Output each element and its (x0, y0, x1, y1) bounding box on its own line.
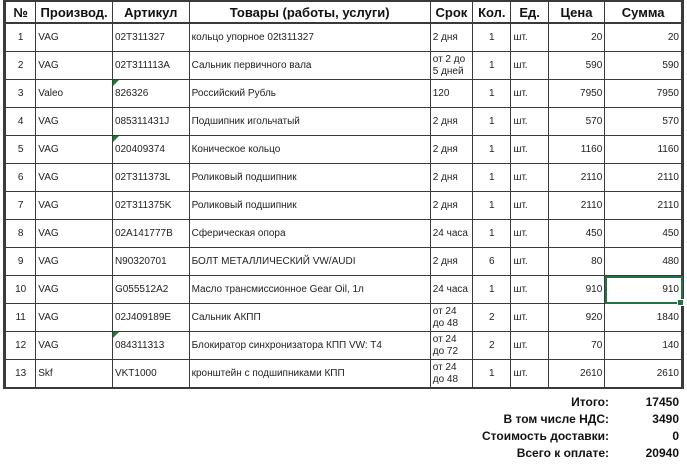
total-label: Всего к оплате: (516, 446, 609, 460)
cell-term[interactable]: 24 часа (430, 276, 472, 304)
table-row (5, 276, 683, 304)
subtotal-value[interactable]: 17450 (645, 395, 679, 409)
cell-sum[interactable]: 2110 (605, 164, 683, 192)
cell-goods[interactable]: Коническое кольцо (189, 136, 430, 164)
cell-unit[interactable]: шт. (511, 332, 548, 360)
delivery-row (379, 428, 679, 445)
cell-qty[interactable]: 2 (473, 304, 511, 332)
cell-goods[interactable]: Сальник АКПП (189, 304, 430, 332)
cell-num[interactable]: 13 (5, 360, 36, 389)
cell-num[interactable]: 7 (5, 192, 36, 220)
total-row (379, 445, 679, 462)
cell-price[interactable]: 590 (548, 52, 605, 80)
cell-maker[interactable]: VAG (36, 164, 113, 192)
table-row (5, 136, 683, 164)
header-num[interactable]: № (5, 1, 36, 23)
table-row (5, 23, 683, 52)
cell-goods[interactable]: Сферическая опора (189, 220, 430, 248)
cell-article[interactable]: 02A141777B (112, 220, 189, 248)
delivery-label: Стоимость доставки: (481, 429, 609, 443)
cell-maker[interactable]: VAG (36, 108, 113, 136)
header-sum[interactable]: Сумма (605, 1, 683, 23)
cell-term[interactable]: от 2 до 5 дней (430, 52, 472, 80)
cell-maker[interactable]: VAG (36, 52, 113, 80)
cell-sum-selected[interactable]: 910 (605, 276, 683, 304)
cell-price[interactable]: 2110 (548, 164, 605, 192)
cell-price[interactable]: 70 (548, 332, 605, 360)
cell-unit[interactable]: шт. (511, 192, 548, 220)
vat-value[interactable]: 3490 (652, 412, 679, 426)
cell-num[interactable]: 3 (5, 80, 36, 108)
cell-goods[interactable]: Роликовый подшипник (189, 164, 430, 192)
cell-sum[interactable]: 450 (605, 220, 683, 248)
header-maker[interactable]: Производ. (36, 1, 113, 23)
totals-block (379, 394, 679, 462)
cell-num[interactable]: 2 (5, 52, 36, 80)
cell-sum[interactable]: 20 (605, 23, 683, 52)
cell-qty[interactable]: 1 (473, 136, 511, 164)
table-row (5, 108, 683, 136)
cell-price[interactable]: 2610 (548, 360, 605, 389)
cell-maker[interactable]: VAG (36, 23, 113, 52)
cell-goods[interactable]: кольцо упорное 02t311327 (189, 23, 430, 52)
cell-qty[interactable]: 1 (473, 192, 511, 220)
vat-label: В том числе НДС: (503, 412, 609, 426)
table-row (5, 248, 683, 276)
table-row (5, 220, 683, 248)
cell-article[interactable]: 02T311113A (112, 52, 189, 80)
delivery-value[interactable]: 0 (672, 429, 679, 443)
cell-term[interactable]: 2 дня (430, 136, 472, 164)
table-row (5, 332, 683, 360)
cell-maker[interactable]: VAG (36, 136, 113, 164)
cell-unit[interactable]: шт. (511, 220, 548, 248)
cell-qty[interactable]: 1 (473, 360, 511, 389)
cell-sum[interactable]: 2110 (605, 192, 683, 220)
cell-term[interactable]: 2 дня (430, 23, 472, 52)
cell-maker[interactable]: VAG (36, 304, 113, 332)
table-row (5, 52, 683, 80)
cell-num[interactable]: 9 (5, 248, 36, 276)
cell-qty[interactable]: 1 (473, 80, 511, 108)
cell-price[interactable]: 1160 (548, 136, 605, 164)
cell-qty[interactable]: 1 (473, 164, 511, 192)
cell-qty[interactable]: 1 (473, 220, 511, 248)
cell-qty[interactable]: 2 (473, 332, 511, 360)
cell-term[interactable]: 2 дня (430, 164, 472, 192)
cell-article[interactable]: 02T311327 (112, 23, 189, 52)
cell-sum[interactable]: 480 (605, 248, 683, 276)
table-row (5, 80, 683, 108)
table-row (5, 164, 683, 192)
invoice-table (3, 0, 684, 389)
cell-price[interactable]: 570 (548, 108, 605, 136)
cell-article[interactable]: N90320701 (112, 248, 189, 276)
cell-goods[interactable]: Роликовый подшипник (189, 192, 430, 220)
header-article[interactable]: Артикул (112, 1, 189, 23)
cell-unit[interactable]: шт. (511, 276, 548, 304)
cell-num[interactable]: 10 (5, 276, 36, 304)
table-row (5, 304, 683, 332)
cell-sum[interactable]: 2610 (605, 360, 683, 389)
header-price[interactable]: Цена (548, 1, 605, 23)
cell-article[interactable]: 02T311373L (112, 164, 189, 192)
cell-goods[interactable]: Российский Рубль (189, 80, 430, 108)
table-row (5, 360, 683, 389)
cell-num[interactable]: 5 (5, 136, 36, 164)
subtotal-row (379, 394, 679, 411)
cell-price[interactable]: 20 (548, 23, 605, 52)
cell-sum[interactable]: 590 (605, 52, 683, 80)
cell-price[interactable]: 910 (548, 276, 605, 304)
cell-term[interactable]: 2 дня (430, 248, 472, 276)
cell-sum[interactable]: 1160 (605, 136, 683, 164)
cell-price[interactable]: 7950 (548, 80, 605, 108)
cell-qty[interactable]: 1 (473, 276, 511, 304)
cell-price[interactable]: 920 (548, 304, 605, 332)
header-unit[interactable]: Ед. (511, 1, 548, 23)
cell-term[interactable]: 24 часа (430, 220, 472, 248)
cell-term[interactable]: от 24 до 48 (430, 360, 472, 389)
cell-maker[interactable]: VAG (36, 276, 113, 304)
vat-row (379, 411, 679, 428)
cell-unit[interactable]: шт. (511, 360, 548, 389)
cell-term[interactable]: от 24 до 48 (430, 304, 472, 332)
subtotal-label: Итого: (571, 395, 609, 409)
cell-unit[interactable]: шт. (511, 23, 548, 52)
cell-sum[interactable]: 140 (605, 332, 683, 360)
cell-unit[interactable]: шт. (511, 304, 548, 332)
cell-goods[interactable]: Сальник первичного вала (189, 52, 430, 80)
cell-num[interactable]: 8 (5, 220, 36, 248)
cell-goods[interactable]: Масло трансмиссионное Gear Oil, 1л (189, 276, 430, 304)
cell-sum[interactable]: 570 (605, 108, 683, 136)
cell-unit[interactable]: шт. (511, 108, 548, 136)
cell-num[interactable]: 4 (5, 108, 36, 136)
cell-sum[interactable]: 7950 (605, 80, 683, 108)
cell-term[interactable]: от 24 до 72 (430, 332, 472, 360)
table-row (5, 192, 683, 220)
cell-article[interactable]: 020409374 (112, 136, 189, 164)
cell-article[interactable]: G055512A2 (112, 276, 189, 304)
cell-num[interactable]: 11 (5, 304, 36, 332)
header-qty[interactable]: Кол. (473, 1, 511, 23)
header-goods[interactable]: Товары (работы, услуги) (189, 1, 430, 23)
total-value[interactable]: 20940 (645, 446, 679, 460)
cell-sum[interactable]: 1840 (605, 304, 683, 332)
cell-maker[interactable]: Skf (36, 360, 113, 389)
cell-price[interactable]: 2110 (548, 192, 605, 220)
cell-unit[interactable]: шт. (511, 136, 548, 164)
cell-qty[interactable]: 6 (473, 248, 511, 276)
cell-article[interactable]: 085311431J (112, 108, 189, 136)
cell-qty[interactable]: 1 (473, 52, 511, 80)
header-term[interactable]: Срок (430, 1, 472, 23)
cell-goods[interactable]: БОЛТ МЕТАЛЛИЧЕСКИЙ VW/AUDI (189, 248, 430, 276)
cell-goods[interactable]: кронштейн с подшипниками КПП (189, 360, 430, 389)
cell-maker[interactable]: VAG (36, 248, 113, 276)
cell-unit[interactable]: шт. (511, 164, 548, 192)
cell-article[interactable]: 826326 (112, 80, 189, 108)
cell-goods[interactable]: Подшипник игольчатый (189, 108, 430, 136)
cell-term[interactable]: 2 дня (430, 108, 472, 136)
cell-qty[interactable]: 1 (473, 108, 511, 136)
header-row (5, 1, 683, 23)
cell-article[interactable]: 02T311375K (112, 192, 189, 220)
cell-article[interactable]: 02J409189E (112, 304, 189, 332)
cell-price[interactable]: 80 (548, 248, 605, 276)
cell-term[interactable]: 120 (430, 80, 472, 108)
cell-goods[interactable]: Блокиратор синхронизатора КПП VW: T4 (189, 332, 430, 360)
cell-maker[interactable]: VAG (36, 332, 113, 360)
cell-num[interactable]: 12 (5, 332, 36, 360)
cell-price[interactable]: 450 (548, 220, 605, 248)
cell-unit[interactable]: шт. (511, 52, 548, 80)
cell-unit[interactable]: шт. (511, 248, 548, 276)
cell-maker[interactable]: VAG (36, 192, 113, 220)
cell-term[interactable]: 2 дня (430, 192, 472, 220)
spreadsheet-area (3, 0, 684, 389)
cell-maker[interactable]: VAG (36, 220, 113, 248)
cell-qty[interactable]: 1 (473, 23, 511, 52)
cell-maker[interactable]: Valeo (36, 80, 113, 108)
cell-article[interactable]: 084311313 (112, 332, 189, 360)
cell-num[interactable]: 6 (5, 164, 36, 192)
cell-num[interactable]: 1 (5, 23, 36, 52)
cell-article[interactable]: VKT1000 (112, 360, 189, 389)
cell-unit[interactable]: шт. (511, 80, 548, 108)
